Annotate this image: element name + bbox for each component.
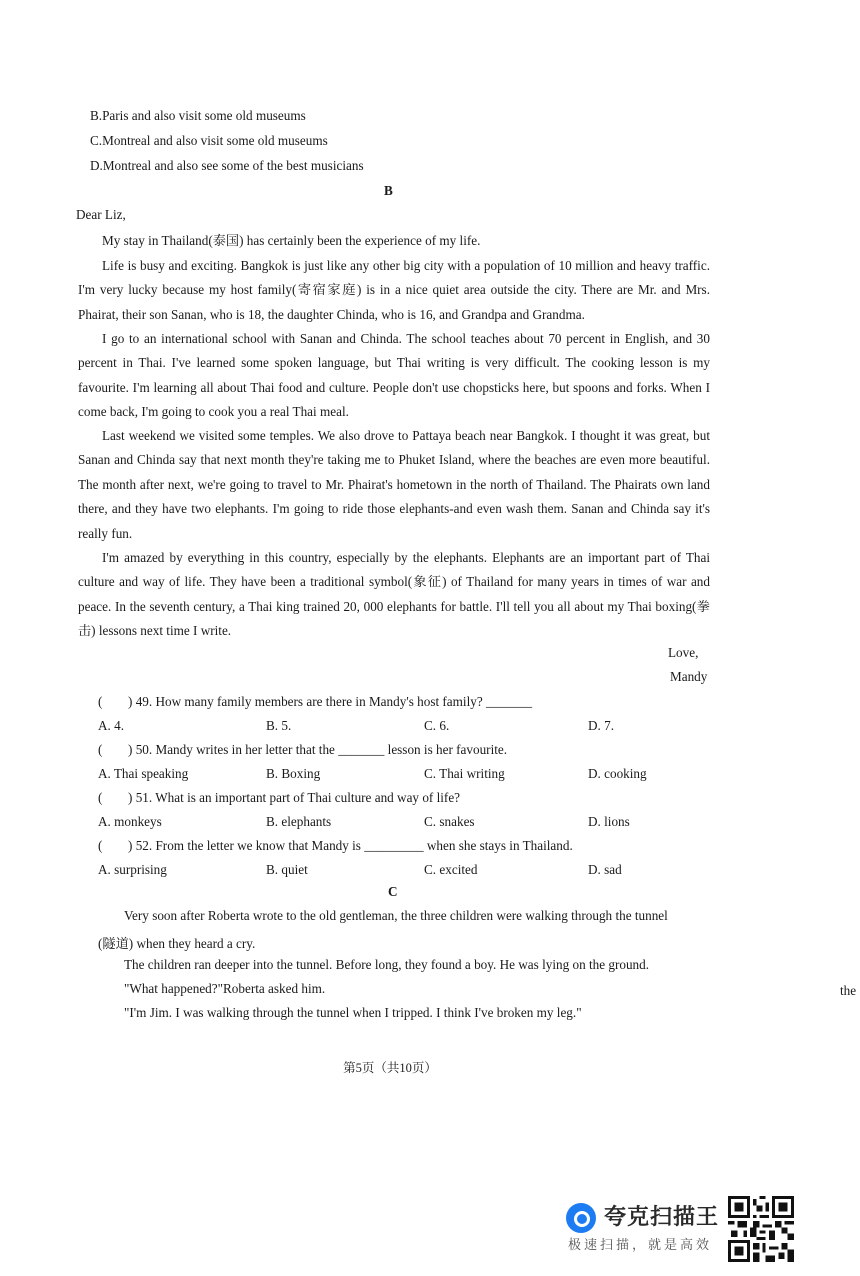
option-c[interactable]: C. Thai writing xyxy=(424,766,505,781)
option-a[interactable]: A. 4. xyxy=(98,718,125,733)
section-c-line-3: "What happened?"Roberta asked him. xyxy=(124,981,326,996)
section-c-line-4: "I'm Jim. I was walking through the tunnel when I tripped. I think I've broken my leg." xyxy=(124,1005,582,1020)
question-paren: ( xyxy=(98,694,103,709)
question-paren: ( xyxy=(98,838,103,853)
option-d[interactable]: D. lions xyxy=(588,814,630,829)
prev-option-c: C.Montreal and also visit some old museums xyxy=(90,133,328,148)
letter-closing: Love, xyxy=(668,645,699,660)
watermark-subtitle: 极速扫描，就是高效 xyxy=(568,1238,713,1253)
question-stem: ) 50. Mandy writes in her letter that the _______ lesson is her favourite. xyxy=(128,742,508,757)
option-d[interactable]: D. 7. xyxy=(588,718,615,733)
section-b-heading: B xyxy=(384,183,393,198)
option-b[interactable]: B. quiet xyxy=(266,862,308,877)
letter-paragraph-4: Last weekend we visited some temples. We also drove to Pattaya beach near Bangkok. I thought it was great, but Sanan and Chinda say that next month they're taking me to Phuket Island, where the beaches are even more beautiful. The month after next, we're going to travel to Mr. Phairat's hometown in the north of Thailand. The Phairats own land there, and they have two elephants. I'm going to ride those elephants-and even wash them. Sanan and Chinda say it's really fun. xyxy=(78,428,710,541)
section-c-line-2: The children ran deeper into the tunnel. Before long, they found a boy. He was lying on the ground. xyxy=(124,957,650,972)
option-c[interactable]: C. snakes xyxy=(424,814,475,829)
option-d[interactable]: D. cooking xyxy=(588,766,647,781)
letter-paragraph-5: I'm amazed by everything in this country, especially by the elephants. Elephants are an important part of Thai culture and way of life. They have been a traditional symbol(象征) of Thailand for many years in times of war and peace. In the seventh century, a Thai king trained 20, 000 elephants for battle. I'll tell you all about my Thai boxing(拳击) lessons next time I write. xyxy=(78,550,710,639)
option-b[interactable]: B. 5. xyxy=(266,718,292,733)
section-c-heading: C xyxy=(388,884,398,899)
letter-signature: Mandy xyxy=(670,669,708,684)
prev-option-d: D.Montreal and also see some of the best musicians xyxy=(90,158,364,173)
letter-paragraph-2: Life is busy and exciting. Bangkok is just like any other big city with a population of 10 million and heavy traffic. I'm very lucky because my host family(寄宿家庭) is in a nice quiet area outside the city. There are Mr. and Mrs. Phairat, their son Sanan, who is 18, the daughter Chinda, who is 16, and Grandpa and Grandma. xyxy=(78,258,710,322)
section-c-line-1b: (隧道) when they heard a cry. xyxy=(98,936,256,951)
letter-paragraph-1: My stay in Thailand(泰国) has certainly been the experience of my life. xyxy=(102,233,481,248)
option-b[interactable]: B. elephants xyxy=(266,814,332,829)
question-stem: ) 52. From the letter we know that Mandy is _________ when she stays in Thailand. xyxy=(128,838,573,853)
question-paren: ( xyxy=(98,742,103,757)
option-a[interactable]: A. surprising xyxy=(98,862,167,877)
prev-option-b: B.Paris and also visit some old museums xyxy=(90,108,306,123)
option-b[interactable]: B. Boxing xyxy=(266,766,321,781)
option-d[interactable]: D. sad xyxy=(588,862,622,877)
qr-code-icon xyxy=(728,1196,794,1262)
option-c[interactable]: C. excited xyxy=(424,862,478,877)
option-a[interactable]: A. Thai speaking xyxy=(98,766,189,781)
option-c[interactable]: C. 6. xyxy=(424,718,450,733)
question-stem: ) 49. How many family members are there in Mandy's host family? _______ xyxy=(128,694,533,709)
watermark-title: 夸克扫描王 xyxy=(604,1205,720,1230)
page-footer: 第5页（共10页） xyxy=(343,1061,437,1075)
stray-word: the xyxy=(840,983,857,998)
letter-greeting: Dear Liz, xyxy=(76,207,126,222)
question-paren: ( xyxy=(98,790,103,805)
quark-logo-icon xyxy=(566,1203,596,1233)
letter-paragraph-3: I go to an international school with Sanan and Chinda. The school teaches about 70 percent in English, and 30 percent in Thai. I've learned some spoken language, but Thai writing is very difficult. The cooking lesson is my favourite. I'm learning all about Thai food and culture. People don't use chopsticks here, but spoons and forks. When I come back, I'm going to cook you a real Thai meal. xyxy=(78,331,710,420)
scanner-watermark xyxy=(566,1200,726,1260)
section-c-line-1: Very soon after Roberta wrote to the old gentleman, the three children were walking through the tunnel xyxy=(124,908,668,923)
option-a[interactable]: A. monkeys xyxy=(98,814,162,829)
question-stem: ) 51. What is an important part of Thai culture and way of life? xyxy=(128,790,461,805)
